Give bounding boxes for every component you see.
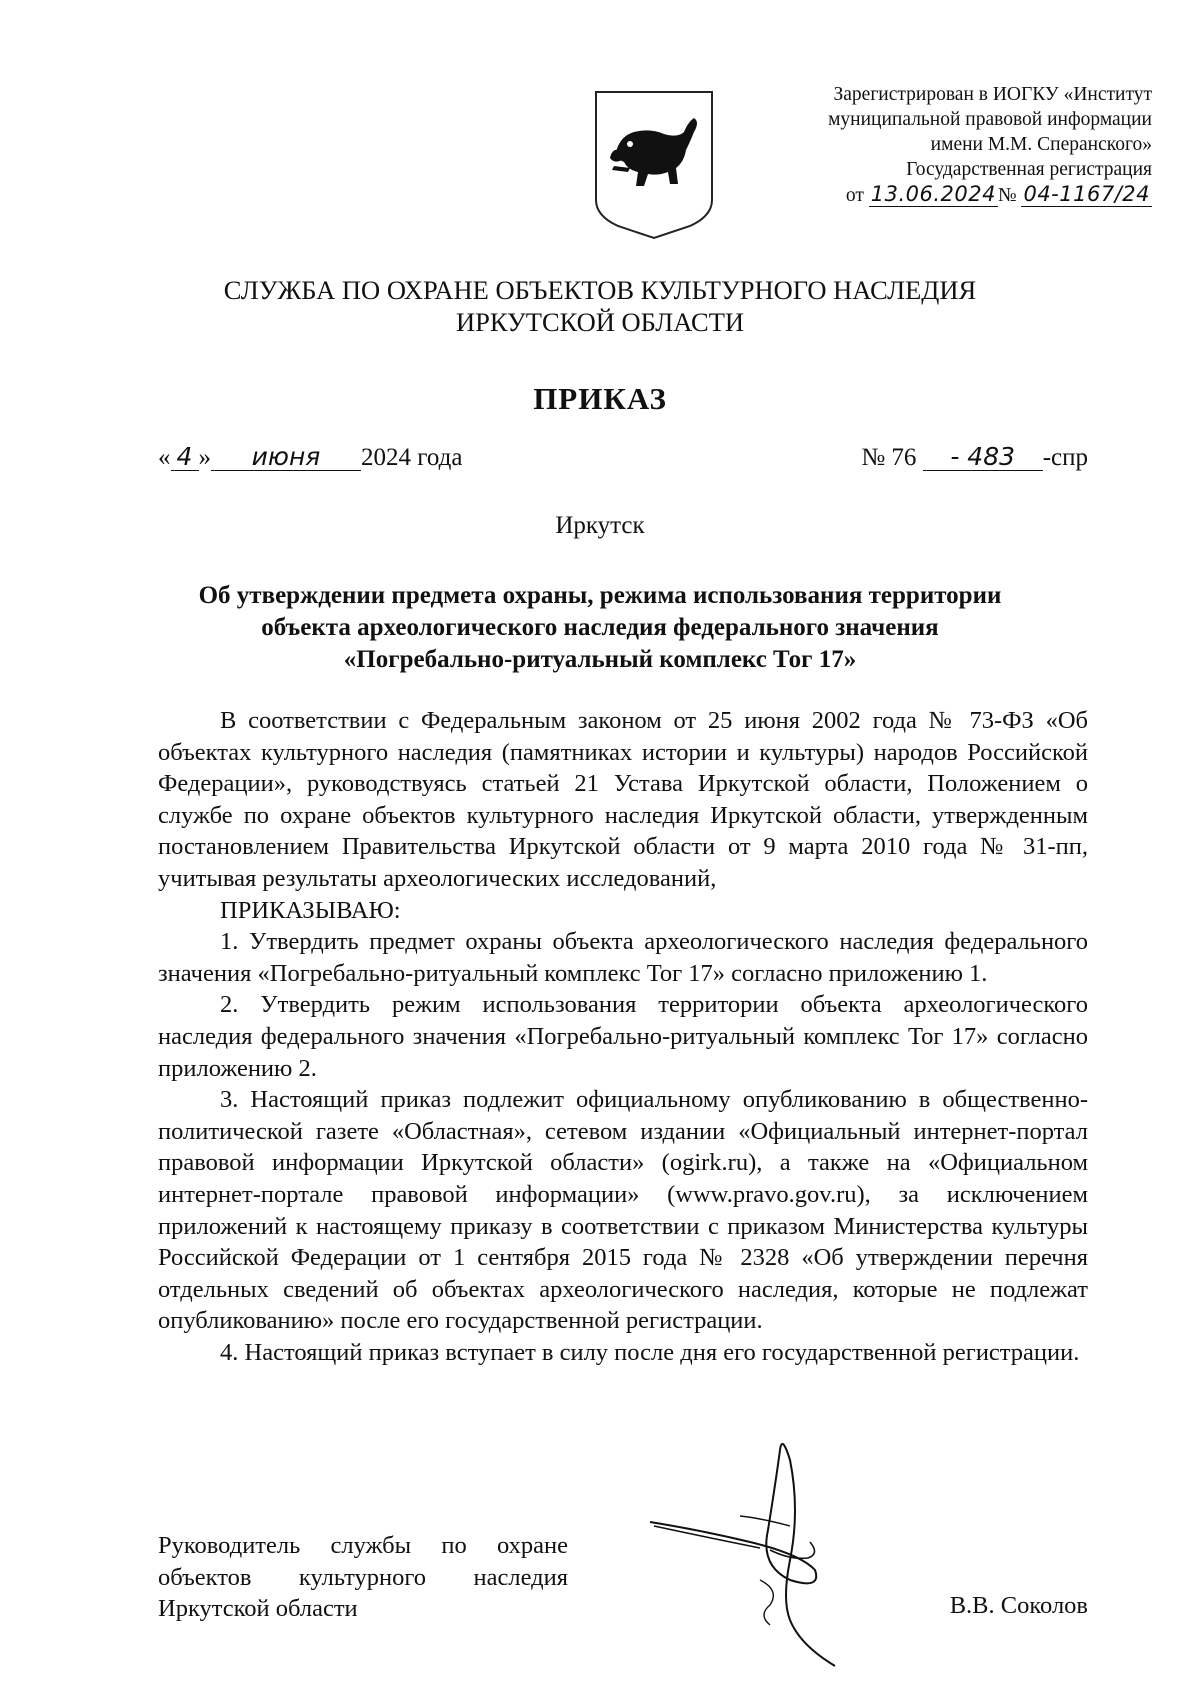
city: Иркутск	[555, 512, 645, 539]
irkutsk-coat-of-arms-icon	[590, 88, 718, 240]
order-item-2: 2. Утвердить режим использования территории объекта археологического наследия федерального значения «Погребально-ритуальный комплекс Тог 17» согласно приложению 2.	[158, 991, 1088, 1082]
preamble-paragraph: В соответствии с Федеральным законом от 25 июня 2002 года № 73-ФЗ «Об объектах культурного наследия (памятниках истории и культуры) народов Российской Федерации», руководствуясь статьей 21 Устава Иркутской области, Положением о службе по охране объектов культурного наследия Иркутской области, утвержденным постановлением Правительства Иркутской области от 9 марта 2010 года № 31-пп, учитывая результаты археологических исследований,	[158, 707, 1088, 892]
order-number-suffix: -спр	[1042, 444, 1088, 471]
registration-line-2: муниципальной правовой информации	[828, 109, 1152, 130]
order-month: июня	[211, 444, 361, 471]
order-title-line-2: объекта археологического наследия федерального значения	[261, 614, 939, 641]
date-number-line	[158, 440, 1088, 480]
registration-date-line	[720, 182, 1152, 208]
order-item-3: 3. Настоящий приказ подлежит официальному опубликованию в общественно-политической газете «Областная», сетевом издании «Официальный интернет-портал правовой информации Иркутской области» (ogirk.ru), а также на «Официальном интернет-портале правовой информации» (www.pravo.gov.ru), за исключением приложений к настоящему приказу в соответствии с приказом Министерства культуры Российской Федерации от 1 сентября 2015 года № 2328 «Об утверждении перечня отдельных сведений об объектах археологического наследия, которые не подлежат опубликованию» после его государственной регистрации.	[158, 1086, 1088, 1335]
signatory-position-line-3: Иркутской области	[158, 1595, 358, 1623]
registration-number: 04-1167/24	[1023, 182, 1150, 206]
registration-stamp	[720, 82, 1152, 208]
registration-date: 13.06.2024	[870, 182, 996, 206]
order-date	[158, 444, 462, 472]
order-body	[158, 705, 1088, 1368]
order-number	[861, 444, 1088, 472]
order-day: 4	[171, 444, 199, 471]
registration-from-label: от	[845, 185, 864, 206]
agency-name	[160, 274, 1040, 338]
order-number-prefix: № 76	[861, 444, 917, 471]
order-title	[160, 580, 1040, 676]
registration-line-4: Государственная регистрация	[906, 159, 1152, 180]
handwritten-signature	[640, 1430, 910, 1670]
agency-name-line-2: ИРКУТСКОЙ ОБЛАСТИ	[455, 307, 745, 337]
order-item-4: 4. Настоящий приказ вступает в силу после дня его государственной регистрации.	[220, 1338, 1080, 1366]
order-year: 2024 года	[361, 444, 463, 471]
signatory-position	[158, 1530, 568, 1625]
signatory-position-line-1: Руководитель службы по охране	[158, 1532, 568, 1559]
open-quote: «	[158, 444, 171, 471]
close-quote: »	[198, 444, 211, 471]
order-title-line-3: «Погребально-ритуальный комплекс Тог 17»	[343, 646, 857, 673]
order-number-handwritten: - 483	[923, 444, 1043, 471]
agency-name-line-1: СЛУЖБА ПО ОХРАНЕ ОБЪЕКТОВ КУЛЬТУРНОГО НАСЛЕДИЯ	[223, 275, 977, 305]
registration-line-1: Зарегистрирован в ИОГКУ «Институт	[833, 84, 1152, 105]
order-word: ПРИКАЗЫВАЮ:	[220, 896, 401, 924]
registration-number-label: №	[997, 185, 1017, 206]
signatory-position-line-2: объектов культурного наследия	[158, 1563, 568, 1591]
document-type-heading: ПРИКАЗ	[533, 381, 667, 416]
order-title-line-1: Об утверждении предмета охраны, режима использования территории	[198, 582, 1002, 609]
order-item-1: 1. Утвердить предмет охраны объекта археологического наследия федерального значения «Погребально-ритуальный комплекс Тог 17» согласно приложению 1.	[158, 928, 1088, 987]
registration-line-3: имени М.М. Сперанского»	[930, 134, 1152, 155]
signer-name: В.В. Соколов	[949, 1592, 1088, 1619]
